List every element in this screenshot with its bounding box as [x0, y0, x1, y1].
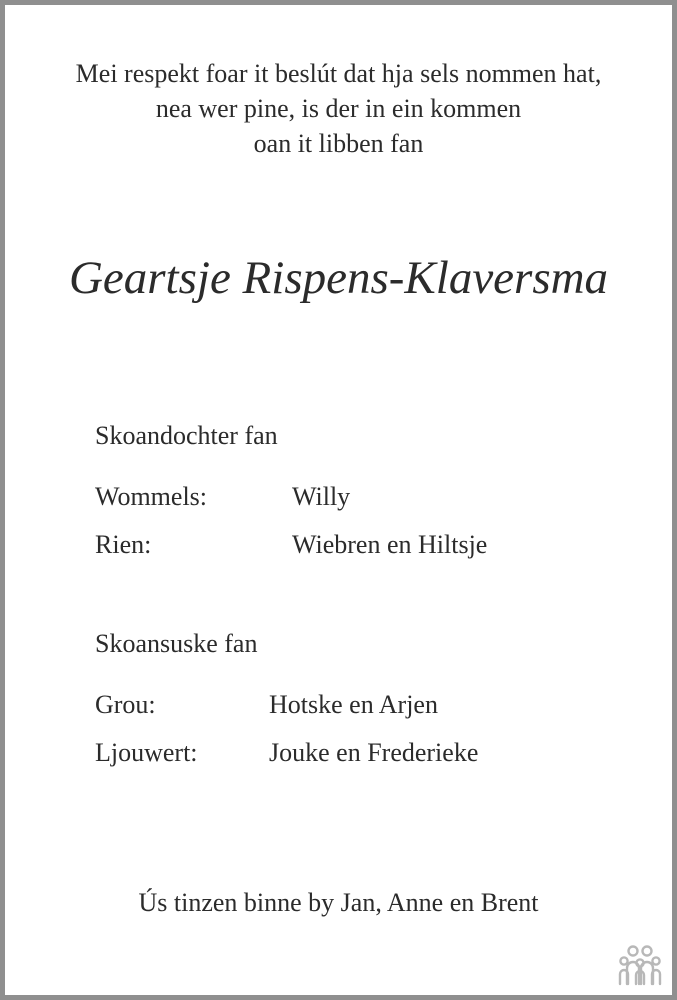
- relation-place: Rien:: [95, 530, 152, 559]
- section-heading: Skoansuske fan: [95, 629, 258, 658]
- relation-names: Jouke en Frederieke: [269, 738, 479, 767]
- section-heading: Skoandochter fan: [95, 421, 278, 450]
- family-figures-icon: [617, 944, 663, 986]
- relation-names: Wiebren en Hiltsje: [292, 530, 488, 559]
- intro-line: Mei respekt foar it beslút dat hja sels nommen hat,: [75, 59, 602, 88]
- relation-place: Wommels:: [95, 482, 208, 511]
- relation-place: Grou:: [95, 690, 156, 719]
- intro-line: oan it libben fan: [253, 129, 424, 158]
- relation-names: Hotske en Arjen: [269, 690, 438, 719]
- deceased-name: Geartsje Rispens-Klaversma: [68, 252, 609, 304]
- intro-line: nea wer pine, is der in ein kommen: [155, 94, 522, 123]
- relation-place: Ljouwert:: [95, 738, 198, 767]
- relation-names: Willy: [292, 482, 351, 511]
- intro-text: [0, 56, 677, 161]
- closing-text: Ús tinzen binne by Jan, Anne en Brent: [138, 888, 539, 917]
